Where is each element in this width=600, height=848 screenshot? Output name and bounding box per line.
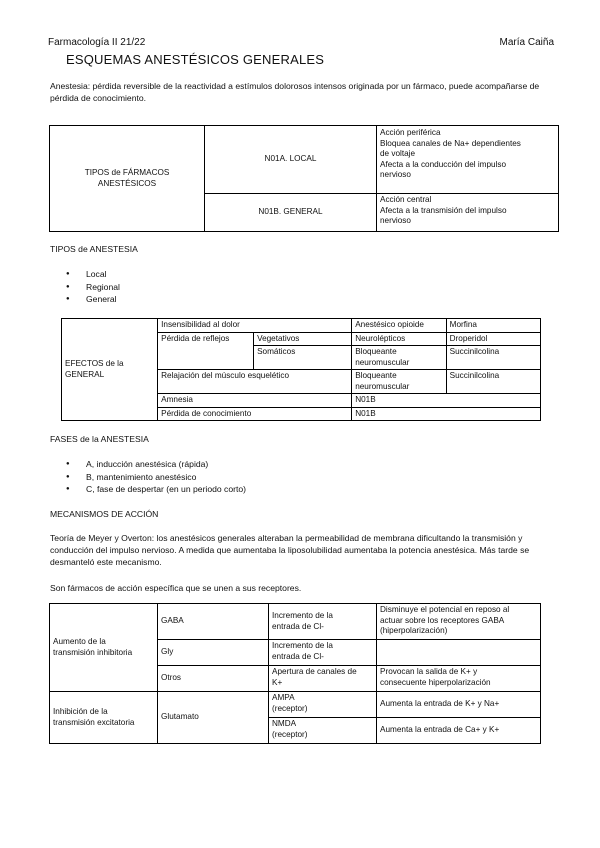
header-author: María Caiña: [499, 37, 554, 48]
relajacion-label: Relajación del músculo esquelético: [158, 370, 352, 394]
nmda-receptor: NMDA (receptor): [269, 718, 377, 744]
vegetativos-label: Vegetativos: [254, 332, 352, 346]
gaba-name: GABA: [158, 604, 269, 640]
page-title: ESQUEMAS ANESTÉSICOS GENERALES: [66, 52, 325, 67]
insensibilidad-drug: Morfina: [446, 319, 540, 333]
gaba-result: Disminuye el potencial en reposo al actuar sobre los receptores GABA (hiperpolarización): [377, 604, 541, 640]
mecanismos-paragraph: Teoría de Meyer y Overton: los anestésicos generales alteraban la permeabilidad de membrana dificultando la transmisión y conducción del impulso nervioso. A medida que aumentaba la liposolubilidad aumentaba la potencia anestésica. Más tarde se desmanteló este mecanismo.: [50, 533, 530, 567]
insensibilidad-drug-class: Anestésico opioide: [352, 319, 446, 333]
list-item: ● B, mantenimiento anestésico: [66, 471, 246, 484]
conocimiento-code: N01B: [352, 407, 541, 421]
somaticos-label: Somáticos: [254, 346, 352, 370]
inhibitoria-label: Aumento de la transmisión inhibitoria: [50, 604, 158, 692]
gly-result: [377, 640, 541, 666]
ampa-result: Aumenta la entrada de K+ y Na+: [377, 692, 541, 718]
fases-heading: FASES de la ANESTESIA: [50, 434, 149, 444]
glutamato-name: Glutamato: [158, 692, 269, 744]
header-course: Farmacología II 21/22: [48, 37, 146, 48]
relajacion-drug: Succinilcolina: [446, 370, 540, 394]
otros-effect: Apertura de canales de K+: [269, 666, 377, 692]
receptores-sentence: Son fármacos de acción específica que se unen a sus receptores.: [50, 583, 302, 593]
effects-label: EFECTOS de la GENERAL: [62, 319, 158, 421]
list-item: ● Local: [66, 268, 120, 281]
fases-list: [66, 458, 246, 496]
mechanisms-table: [49, 603, 541, 744]
amnesia-code: N01B: [352, 394, 541, 408]
otros-result: Provocan la salida de K+ y consecuente hiperpolarización: [377, 666, 541, 692]
otros-name: Otros: [158, 666, 269, 692]
mecanismos-heading: MECANISMOS DE ACCIÓN: [50, 509, 159, 519]
intro-paragraph: Anestesia: pérdida reversible de la reactividad a estímulos dolorosos intensos originada por un fármaco, puede acompañarse de pérdida de conocimiento.: [50, 81, 540, 103]
excitatoria-label: Inhibición de la transmisión excitatoria: [50, 692, 158, 744]
ampa-receptor: AMPA (receptor): [269, 692, 377, 718]
code-local: N01A. LOCAL: [205, 126, 377, 194]
list-item: ● C, fase de despertar (en un periodo corto): [66, 483, 246, 496]
drug-types-label: TIPOS de FÁRMACOS ANESTÉSICOS: [50, 126, 205, 232]
somaticos-drug-class: Bloqueante neuromuscular: [352, 346, 446, 370]
list-item: ● Regional: [66, 281, 120, 294]
gly-effect: Incremento de la entrada de Cl-: [269, 640, 377, 666]
drug-types-table: [49, 125, 559, 232]
gaba-effect: Incremento de la entrada de Cl-: [269, 604, 377, 640]
code-general: N01B. GENERAL: [205, 194, 377, 232]
list-item: ● General: [66, 293, 120, 306]
tipos-list: [66, 268, 120, 306]
nmda-result: Aumenta la entrada de Ca+ y K+: [377, 718, 541, 744]
vegetativos-drug-class: Neurolépticos: [352, 332, 446, 346]
reflejos-label: Pérdida de reflejos: [158, 332, 254, 370]
general-description: Acción central Afecta a la transmisión del impulso nervioso: [377, 194, 559, 232]
amnesia-label: Amnesia: [158, 394, 352, 408]
gly-name: Gly: [158, 640, 269, 666]
insensibilidad-label: Insensibilidad al dolor: [158, 319, 352, 333]
vegetativos-drug: Droperidol: [446, 332, 540, 346]
local-description: Acción periférica Bloquea canales de Na+ dependientes de voltaje Afecta a la conducción del impulso nervioso: [377, 126, 559, 194]
general-effects-table: [61, 318, 541, 421]
relajacion-drug-class: Bloqueante neuromuscular: [352, 370, 446, 394]
conocimiento-label: Pérdida de conocimiento: [158, 407, 352, 421]
somaticos-drug: Succinilcolina: [446, 346, 540, 370]
tipos-heading: TIPOS de ANESTESIA: [50, 244, 138, 254]
list-item: ● A, inducción anestésica (rápida): [66, 458, 246, 471]
